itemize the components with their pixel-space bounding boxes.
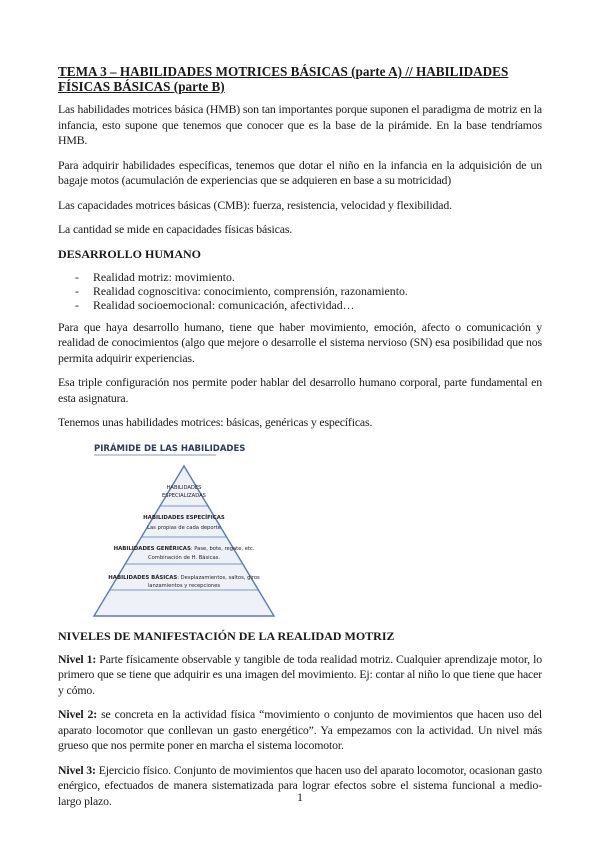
list-item-text: Realidad cognoscitiva: conocimiento, comprensión, razonamiento.: [93, 283, 408, 298]
pyramid-tier3-line1: [114, 544, 255, 552]
bullet-list: [58, 270, 542, 312]
list-item-text: Realidad socioemocional: comunicación, afectividad…: [93, 297, 355, 312]
section-heading-desarrollo: DESARROLLO HUMANO: [58, 246, 202, 261]
pyramid-tier1-line1: HABILIDADES: [166, 484, 202, 491]
pyramid-tier4-line2: lanzamientos y recepciones: [147, 582, 221, 589]
bullet-marker: -: [75, 297, 79, 312]
intro-paragraph-3: Las capacidades motrices básicas (CMB): fuerza, resistencia, velocidad y flexibilidad.: [58, 197, 452, 212]
level-text: Ejercicio físico. Conjunto de movimientos que hacen uso del aparato locomotor, ocasionan gasto enérgico, efectuados de manera sistematizada para lograr efectos sobre el sistema funcional a medio-largo plazo.: [58, 762, 542, 808]
pyramid-tier2-line1: HABILIDADES ESPECÍFICAS: [143, 514, 225, 521]
level-label: Nivel 1:: [58, 651, 97, 666]
section-heading-niveles: NIVELES DE MANIFESTACIÓN DE LA REALIDAD MOTRIZ: [58, 628, 395, 643]
pyramid-title: PIRÁMIDE DE LAS HABILIDADES: [94, 443, 246, 454]
list-item: [58, 284, 542, 298]
mid-paragraph-2: Esa triple configuración nos permite poder hablar del desarrollo humano corporal, parte fundamental en esta asignatura.: [58, 375, 542, 405]
mid-paragraph-1: Para que haya desarrollo humano, tiene que haber movimiento, emoción, afecto o comunicación y realidad de conocimientos (algo que mejore o desarrolle el sistema nervioso (SN) esa posibilidad que nos permita adquirir experiencias.: [58, 319, 542, 365]
level-label: Nivel 2:: [58, 707, 98, 721]
intro-paragraph-2: Para adquirir habilidades específicas, tenemos que dotar el niño en la infancia en la adquisición de un bagaje motos (acumulación de experiencias que se adquieren en base a su motricidad): [58, 157, 542, 187]
pyramid-diagram: [88, 440, 278, 620]
page-number: 1: [297, 790, 303, 804]
bullet-marker: -: [75, 269, 79, 284]
level-label: Nivel 3:: [58, 762, 96, 777]
level-paragraph-2: [58, 707, 542, 754]
list-item-text: Realidad motriz: movimiento.: [93, 269, 235, 284]
list-item: [58, 298, 542, 312]
pyramid-tier3-rest: : Pase, bote, regate, etc.: [190, 545, 255, 552]
level-text: se concreta en la actividad física “movimiento o conjunto de movimientos que hacen uso del aparato locomotor que conllevan un gasto energético”. Ya empezamos con la actividad. Un nivel más grueso que nos permite poner en marcha el sistema locomotor.: [58, 707, 542, 752]
level-paragraph-1: [58, 652, 542, 699]
intro-paragraph-4: La cantidad se mide en capacidades físicas básicas.: [58, 222, 293, 236]
pyramid-tier3-line2: Combinación de H. Básicas.: [148, 554, 220, 561]
pyramid-tier3-bold: HABILIDADES GENÉRICAS: [113, 545, 191, 552]
document-title: TEMA 3 – HABILIDADES MOTRICES BÁSICAS (parte A) // HABILIDADES FÍSICAS BÁSICAS (parte B): [58, 64, 509, 94]
intro-paragraph-1: Las habilidades motrices básica (HMB) son tan importantes porque suponen el paradigma de motriz en la infancia, esto supone que tenemos que conocer que es la base de la pirámide. En la base tendríamos HMB.: [58, 102, 542, 147]
pyramid-tier4-rest: : Desplazamientos, saltos, giros: [177, 574, 260, 581]
level-text: Parte físicamente observable y tangible de toda realidad motriz. Cualquier aprendizaje motor, lo primero que se tiene que adquirir es una imagen del movimiento. Ej: contar al niño lo que tiene que hacer y cómo.: [58, 651, 542, 697]
document-page: [58, 64, 542, 818]
list-item: [58, 270, 542, 284]
bullet-marker: -: [75, 283, 79, 298]
pyramid-figure: [58, 440, 542, 625]
pyramid-tier4-line1: [108, 574, 260, 581]
mid-paragraph-3: Tenemos unas habilidades motrices: básicas, genéricas y específicas.: [58, 415, 373, 429]
pyramid-tier4-bold: HABILIDADES BÁSICAS: [108, 574, 178, 581]
pyramid-tier2-line2: Las propias de cada deporte: [147, 524, 221, 531]
pyramid-tier1-line2: ESPECIALIZADAS: [162, 492, 206, 499]
